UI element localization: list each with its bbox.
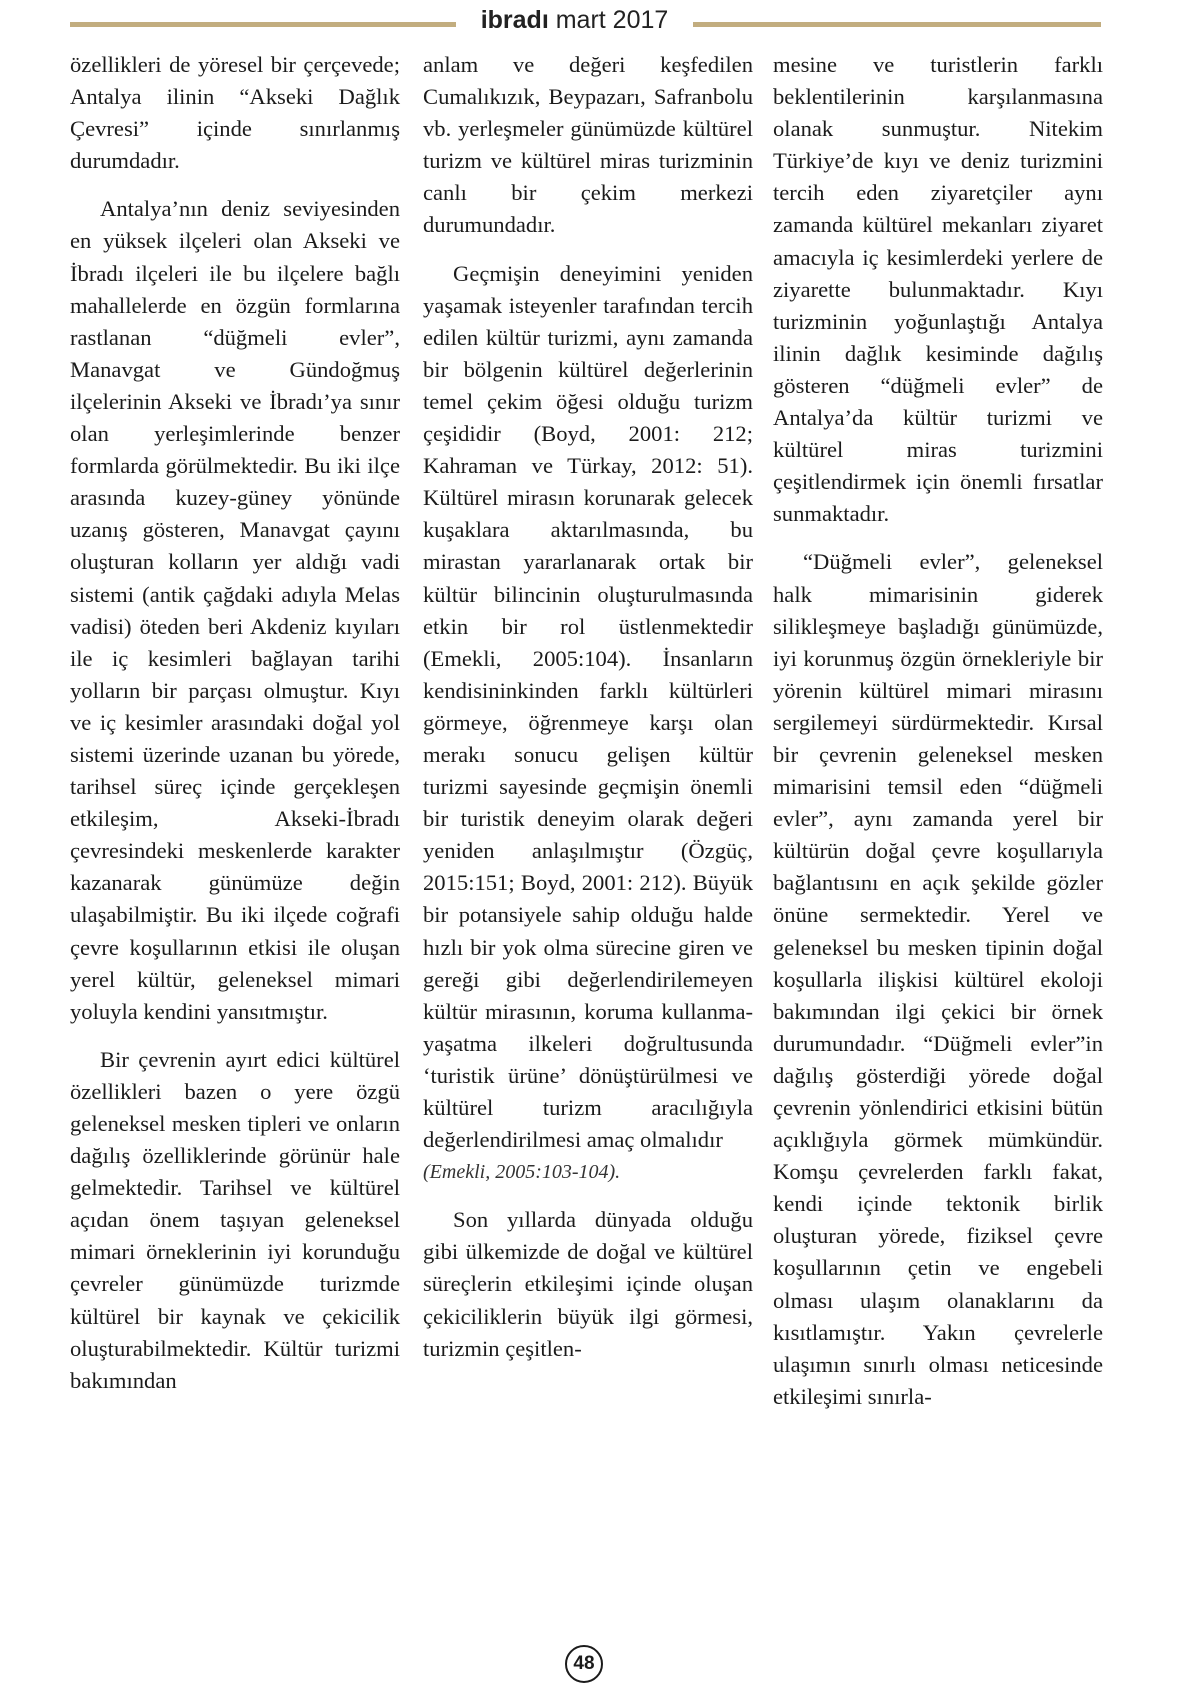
text-column-1	[70, 49, 400, 1397]
paragraph: anlam ve değeri keşfedilen Cumalıkızık, Beypazarı, Safranbolu vb. yerleşmeler günümüzde kültürel turizm ve kültürel miras turizminin canlı bir çekim merkezi durumundadır.	[423, 52, 753, 238]
paragraph: Bir çevrenin ayırt edici kültürel özellikleri bazen o yere özgü geleneksel mesken tipleri ve onların dağılış özelliklerinde görünür hale gelmektedir. Tarihsel ve kültürel açıdan önem taşıyan geleneksel mimari örneklerinin iyi korunduğu çevreler günümüzde turizmde kültürel bir kaynak ve çekicilik oluşturabilmektedir. Kültür turizmi bakımından	[70, 1046, 400, 1393]
paragraph: Son yıllarda dünyada olduğu gibi ülkemizde de doğal ve kültürel süreçlerin etkileşimi içinde oluşan çekiciliklerin büyük ilgi görmesi, turizmin çeşitlen-	[423, 1207, 753, 1361]
page-header	[0, 0, 1200, 40]
paragraph: Antalya’nın deniz seviyesinden en yüksek ilçeleri olan Akseki ve İbradı ilçeleri ile bu ilçelere bağlı mahallelerde en özgün formlarına rastlanan “düğmeli evler”, Manavgat ve Gündoğmuş ilçelerinin Akseki ve İbradı’ya sınır olan yerleşimlerinde benzer formlarda görülmektedir. Bu iki ilçe arasında kuzey-güney yönünde uzanış gösteren, Manavgat çayını oluşturan kolların yer aldığı vadi sistemi (antik çağdaki adıyla Melas vadisi) öteden beri Akdeniz kıyıları ile iç kesimleri bağlayan tarihi yolların bir parçası olmuştur. Kıyı ve iç kesimler arasındaki doğal yol sistemi üzerinde uzanan bu yörede, tarihsel süreç içinde gerçekleşen etkileşim, Akseki-İbradı çevresindeki meskenlerde karakter kazanarak günümüze değin ulaşabilmiştir. Bu iki ilçede coğrafi çevre koşullarının etkisi ile oluşan yerel kültür, geleneksel mimari yoluyla kendini yansıtmıştır.	[70, 196, 400, 1024]
magazine-issue: mart 2017	[555, 6, 669, 34]
magazine-brand: ibradı	[480, 6, 549, 34]
page-number-badge	[565, 1645, 603, 1683]
header-rule-right	[693, 22, 1101, 27]
paragraph: Geçmişin deneyimini yeniden yaşamak isteyenler tarafından tercih edilen kültür turizmi, aynı zamanda bir bölgenin kültürel değerlerinin temel çekim öğesi olduğu turizm çeşididir (Boyd, 2001: 212; Kahraman ve Türkay, 2012: 51). Kültürel mirasın korunarak gelecek kuşaklara aktarılmasında, bu mirastan yararlanarak ortak bir kültür bilincinin oluşturulmasında etkin bir rol üstlenmektedir (Emekli, 2005:104). İnsanların kendisininkinden farklı kültürleri görmeye, öğrenmeye karşı olan merakı sonucu gelişen kültür turizmi sayesinde geçmişin önemli bir turistik deneyim olarak değeri yeniden anlaşılmıştır (Özgüç, 2015:151; Boyd, 2001: 212). Büyük bir potansiyele sahip olduğu halde hızlı bir yok olma sürecine giren ve gereği gibi değerlendirilemeyen kültür mirasının, koruma kullanma-yaşatma ilkeleri doğrultusunda ‘turistik ürüne’ dönüştürülmesi ve kültürel turizm aracılığıyla değerlendirilmesi amaç olmalıdır	[423, 260, 753, 1153]
text-column-3	[773, 49, 1103, 1413]
text-column-2	[423, 49, 753, 1365]
paragraph: özellikleri de yöresel bir çerçevede; Antalya ilinin “Akseki Dağlık Çevresi” içinde sınırlanmış durumdadır.	[70, 52, 400, 174]
masthead	[456, 2, 693, 38]
citation: (Emekli, 2005:103-104).	[423, 1161, 621, 1184]
header-rule-left	[70, 22, 456, 27]
page-number: 48	[573, 1653, 595, 1674]
paragraph: “Düğmeli evler”, geleneksel halk mimarisinin giderek silikleşmeye başladığı günümüzde, iyi korunmuş özgün örnekleriyle bir yörenin kültürel mimari mirasını sergilemeyi sürdürmektedir. Kırsal bir çevrenin geleneksel mesken mimarisini temsil eden “düğmeli evler”, aynı zamanda yerel bir kültürün doğal çevre koşullarıyla bağlantısını en açık şekilde gözler önüne sermektedir. Yerel ve geleneksel bu mesken tipinin doğal koşullarla ilişkisi kültürel ekoloji bakımından ilgi çekici bir örnek durumundadır. “Düğmeli evler”in dağılış gösterdiği yörede doğal çevrenin yönlendirici etkisini bütün açıklığıyla görmek mümkündür. Komşu çevrelerden farklı fakat, kendi içinde tektonik birlik oluşturan yörede, fiziksel çevre koşullarının çetin ve engebeli olması ulaşım olanaklarını da kısıtlamıştır. Yakın çevrelerle ulaşımın sınırlı olması neticesinde etkileşimi sınırla-	[773, 549, 1103, 1409]
paragraph: mesine ve turistlerin farklı beklentilerinin karşılanmasına olanak sunmuştur. Nitekim Türkiye’de kıyı ve deniz turizmini tercih eden ziyaretçiler aynı zamanda kültürel mekanları ziyaret amacıyla iç kesimlerdeki yerlere de ziyarette bulunmaktadır. Kıyı turizminin yoğunlaştığı Antalya ilinin dağlık kesiminde dağılış gösteren “düğmeli evler” de Antalya’da kültür turizmi ve kültürel miras turizmini çeşitlendirmek için önemli fırsatlar sunmaktadır.	[773, 52, 1103, 527]
